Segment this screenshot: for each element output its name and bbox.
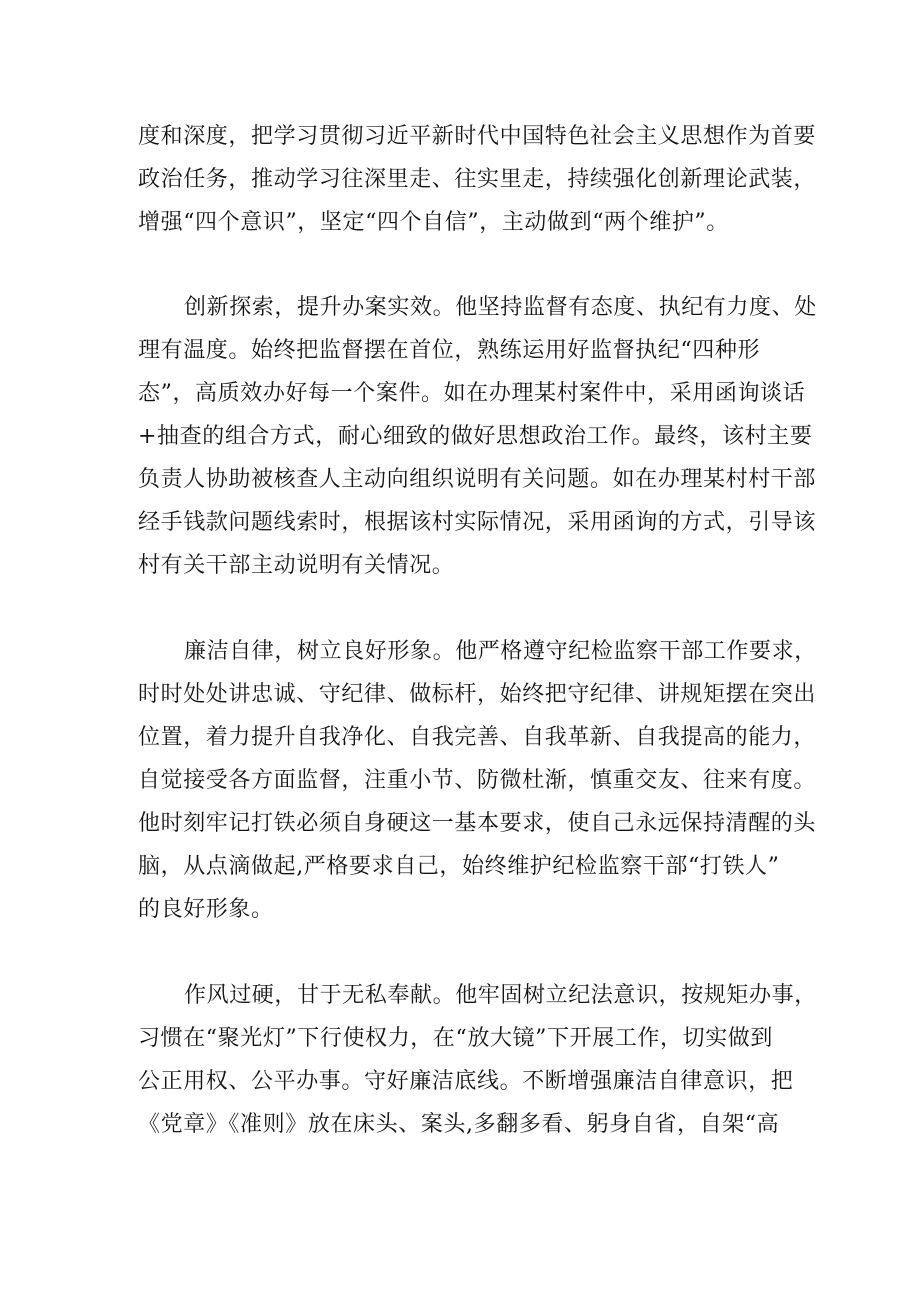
- paragraph-line: 政治任务，推动学习往深里走、往实里走，持续强化创新理论武装，: [138, 167, 817, 192]
- paragraph-line: 廉洁自律，树立良好形象。他严格遵守纪检监察干部工作要求，: [184, 639, 817, 664]
- paragraph-line: 自觉接受各方面监督，注重小节、防微杜渐，慎重交友、往来有度。: [138, 768, 817, 793]
- paragraph-line: 增强“四个意识”，坚定“四个自信”，主动做到“两个维护”。: [138, 210, 729, 235]
- paragraph-line: 创新探索，提升办案实效。他坚持监督有态度、执纪有力度、处: [184, 295, 817, 320]
- paragraph-line: 的良好形象。: [138, 897, 274, 922]
- paragraph-line: 度和深度，把学习贯彻习近平新时代中国特色社会主义思想作为首要: [138, 124, 817, 149]
- paragraph-line: 脑，从点滴做起,严格要求自己，始终维护纪检监察干部“打铁人”: [138, 854, 780, 879]
- paragraph-line: 村有关干部主动说明有关情况。: [138, 553, 455, 578]
- paragraph-line: +抽查的组合方式，耐心细致的做好思想政治工作。最终，该村主要: [138, 424, 813, 449]
- paragraph-line: 公正用权、公平办事。守好廉洁底线。不断增强廉洁自律意识，把: [138, 1069, 794, 1094]
- paragraph-line: 态”，高质效办好每一个案件。如在办理某村案件中，采用函询谈话: [138, 381, 806, 406]
- paragraph-line: 经手钱款问题线索时，根据该村实际情况，采用函询的方式，引导该: [138, 510, 817, 535]
- paragraph-line: 习惯在“聚光灯”下行使权力，在“放大镜”下开展工作，切实做到: [138, 1026, 773, 1051]
- paragraph-line: 时时处处讲忠诚、守纪律、做标杆，始终把守纪律、讲规矩摆在突出: [138, 682, 817, 707]
- paragraph-line: 作风过硬，甘于无私奉献。他牢固树立纪法意识，按规矩办事，: [184, 983, 817, 1008]
- paragraph-line: 他时刻牢记打铁必须自身硬这一基本要求，使自己永远保持清醒的头: [138, 811, 817, 836]
- paragraph-line: 理有温度。始终把监督摆在首位，熟练运用好监督执纪“四种形: [138, 338, 761, 363]
- paragraph-line: 负责人协助被核查人主动向组织说明有关问题。如在办理某村村干部: [138, 467, 817, 492]
- paragraph-line: 位置，着力提升自我净化、自我完善、自我革新、自我提高的能力，: [138, 725, 817, 750]
- paragraph-line: 《党章》《准则》放在床头、案头,多翻多看、躬身自省，自架“高: [138, 1112, 780, 1137]
